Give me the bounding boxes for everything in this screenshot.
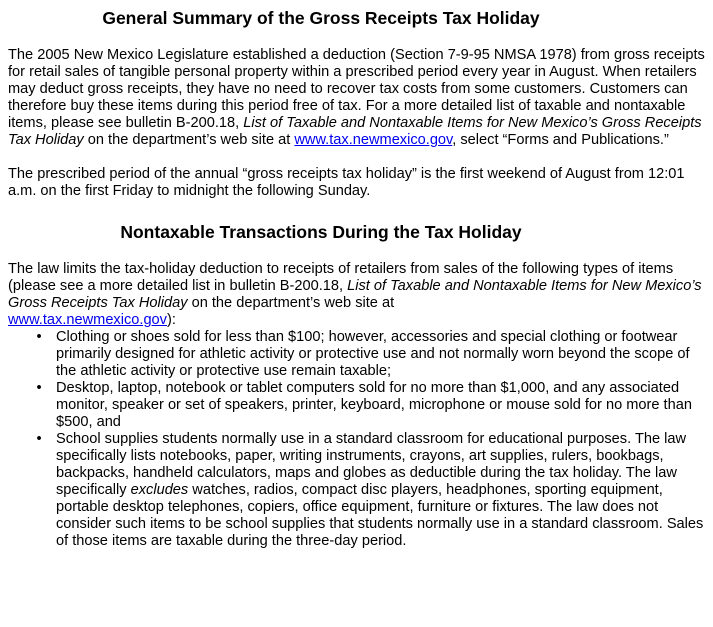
nontaxable-items-list [8,329,708,550]
summary-text-2: on the department’s web site at [83,132,295,148]
bulletin-title-italic-2: List of Taxable and Nontaxable Items for New Mexico’s Gross Receipts Tax Holiday [8,278,702,311]
bullet-icon: • [36,380,42,396]
bulletin-title-italic: List of Taxable and Nontaxable Items for New Mexico’s Gross Receipts Tax Holiday [8,115,702,148]
list-item-computers [8,380,708,431]
intro-text-2: on the department’s web site at [187,295,395,311]
section-title-summary: General Summary of the Gross Receipts Tax Holiday [102,8,540,28]
nontaxable-intro-paragraph [8,261,708,329]
list-item-text [56,431,703,549]
section-title-nontaxable: Nontaxable Transactions During the Tax Holiday [120,222,522,242]
intro-text-3: ): [166,312,176,328]
list-item-text: Desktop, laptop, notebook or tablet computers sold for no more than $1,000, and any associated monitor, speaker or set of speakers, printer, keyboard, microphone or mouse sold for no more than $500, and [56,380,692,430]
summary-paragraph [8,47,708,149]
summary-text-3: , select “Forms and Publications.” [452,132,669,148]
list-item-school-supplies [8,431,708,550]
bullet-icon: • [36,329,42,345]
excludes-italic: excludes [130,482,189,498]
school-text-2: watches, radios, compact disc players, headphones, sporting equipment, portable desktop telephones, copiers, office equipment, furniture or fixtures. The law does not consider such items to be school supplies that students normally use in a standard classroom. Sales of those items are taxable during the three-day period. [56,482,704,549]
school-text-1: School supplies students normally use in a standard classroom for educational purposes. The law specifically lists notebooks, paper, writing instruments, crayons, art supplies, rulers, bookbags, backpacks, handheld calculators, maps and globes as deductible during the tax holiday. The law specifically [56,431,687,498]
section-gap [8,200,708,221]
list-item-clothing [8,329,708,380]
bullet-icon: • [36,431,42,447]
document-page [8,0,708,550]
tax-website-link-2[interactable]: www.tax.newmexico.gov [8,312,167,328]
summary-text-1: The 2005 New Mexico Legislature established a deduction (Section 7-9-95 NMSA 1978) from gross receipts for retail sales of tangible personal property within a prescribed period every year in August. When retailers may deduct gross receipts, they have no need to recover tax costs from some customers. Customers can therefore buy these items during this period free of tax. For a more detailed list of taxable and nontaxable items, please see bulletin B-200.18, [8,47,705,131]
intro-text-1: The law limits the tax-holiday deduction to receipts of retailers from sales of the following types of items (please see a more detailed list in bulletin B-200.18, [8,261,674,294]
list-item-text: Clothing or shoes sold for less than $100; however, accessories and special clothing or footwear primarily designed for athletic activity or protective use and not normally worn beyond the scope of the athletic activity or protective use remain taxable; [56,329,690,379]
tax-website-link[interactable]: www.tax.newmexico.gov [294,132,453,148]
holiday-period-paragraph: The prescribed period of the annual “gross receipts tax holiday” is the first weekend of August from 12:01 a.m. on the first Friday to midnight the following Sunday. [8,166,685,199]
